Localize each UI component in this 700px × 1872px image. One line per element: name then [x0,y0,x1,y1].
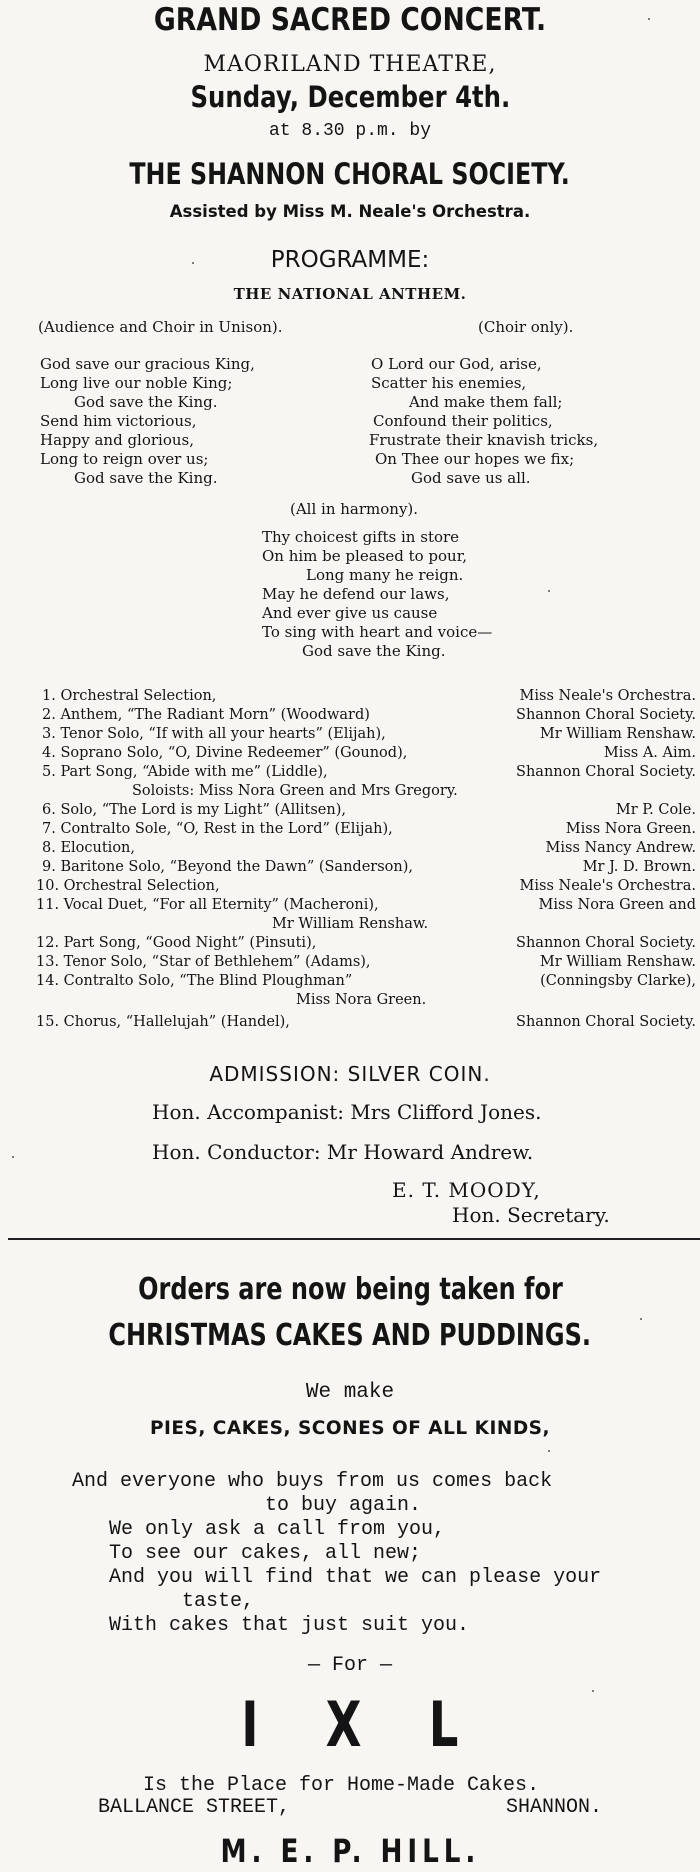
left-heading: (Audience and Choir in Unison). [38,318,283,336]
verse-line: With cakes that just suit you. [109,1614,470,1637]
verse-line: God save the King. [302,642,446,660]
harmony-verse [262,528,492,661]
bakery-town: SHANNON. [506,1796,603,1819]
programme-item-10: 10. Orchestral Selection, [36,878,220,894]
programme-performer-12: Shannon Choral Society. [516,935,696,951]
bakery-headline-1-wrap [0,1272,700,1307]
verse-line: God save us all. [411,469,531,487]
programme-item-13: 13. Tenor Solo, “Star of Bethlehem” (Adams), [36,954,371,970]
verse-line: On Thee our hopes we fix; [375,450,575,468]
programme-performer-14: (Conningsby Clarke), [540,973,696,989]
verse-line: Frustrate their knavish tricks, [369,431,599,449]
verse-line: To sing with heart and voice— [262,623,493,641]
verse-line: And make them fall; [409,393,563,411]
assisted-by: Assisted by Miss M. Neale's Orchestra. [169,202,531,221]
verse-line: And everyone who buys from us comes back [72,1470,553,1493]
programme-performer-7: Miss Nora Green. [565,821,696,837]
programme-duet-partner: Mr William Renshaw. [272,916,429,932]
programme-performer-11: Miss Nora Green and [538,897,696,913]
programme-item-7: 7. Contralto Sole, “O, Rest in the Lord” (Elijah), [42,821,393,837]
brand-name: I X L [241,1688,485,1761]
programme-item-9: 9. Baritone Solo, “Beyond the Dawn” (Sanderson), [42,859,413,875]
bakery-headline-1: Orders are now being taken for [137,1272,563,1307]
programme-performer-4: Miss A. Aim. [603,745,696,761]
concert-time: at 8.30 p.m. by [268,121,432,141]
bakery-headline-2-wrap [0,1318,700,1353]
brand-wrap [0,1688,700,1761]
verse-line: And you will find that we can please your [109,1566,602,1589]
programme-performer-8: Miss Nancy Andrew. [545,840,696,856]
programme-item-3: 3. Tenor Solo, “If with all your hearts” (Elijah), [42,726,386,742]
print-speck [640,1318,642,1320]
verse-line: God save the King. [74,469,218,487]
venue: MAORILAND THEATRE, [203,52,497,77]
programme-item-5: 5. Part Song, “Abide with me” (Liddle), [42,764,328,780]
print-speck [12,1156,14,1158]
programme-item-1: 1. Orchestral Selection, [42,688,217,704]
secretary-title: Hon. Secretary. [452,1203,610,1227]
accompanist: Hon. Accompanist: Mrs Clifford Jones. [152,1100,542,1124]
programme-item-4: 4. Soprano Solo, “O, Divine Redeemer” (Gounod), [42,745,408,761]
programme-item-8: 8. Elocution, [42,840,135,856]
society-name: THE SHANNON CHORAL SOCIETY. [129,157,571,191]
right-heading: (Choir only). [478,318,574,336]
programme-soloists: Soloists: Miss Nora Green and Mrs Gregory. [132,783,458,799]
harmony-heading: (All in harmony). [290,500,419,518]
verse-line: Long live our noble King; [40,374,233,392]
bakery-products: PIES, CAKES, SCONES OF ALL KINDS, [149,1418,551,1439]
programme-performer-10: Miss Neale's Orchestra. [519,878,696,894]
date-wrap [0,80,700,114]
verse-line: Thy choicest gifts in store [262,528,460,546]
verse-line: To see our cakes, all new; [109,1542,422,1565]
verse-line: taste, [182,1590,255,1613]
admission: ADMISSION: SILVER COIN. [209,1062,491,1086]
programme-performer-9: Mr J. D. Brown. [582,859,696,875]
programme-item-12: 12. Part Song, “Good Night” (Pinsuti), [36,935,317,951]
for-label: — For — [307,1654,392,1677]
secretary-name: E. T. MOODY, [392,1178,541,1202]
programme-performer-15: Shannon Choral Society. [516,1014,696,1030]
verse-line: God save our gracious King, [40,355,255,373]
bakery-verse [72,1470,601,1638]
verse-line: Send him victorious, [40,412,197,430]
programme-performer-6: Mr P. Cole. [615,802,696,818]
programme-item-14: 14. Contralto Solo, “The Blind Ploughman” [36,973,353,989]
print-speck [192,262,194,264]
verse-line: O Lord our God, arise, [371,355,542,373]
verse-line: Happy and glorious, [40,431,194,449]
programme-performer-13: Mr William Renshaw. [539,954,696,970]
proprietor: M. E. P. HILL. [220,1832,480,1870]
bakery-headline-2: CHRISTMAS CAKES AND PUDDINGS. [108,1318,592,1353]
print-speck [548,1450,550,1452]
verse-line: Long many he reign. [306,566,464,584]
verse-line: We only ask a call from you, [109,1518,446,1541]
we-make: We make [305,1381,395,1404]
verse-line: And ever give us cause [262,604,438,622]
verse-line: Scatter his enemies, [371,374,527,392]
verse-line: to buy again. [265,1494,422,1517]
verse-line: On him be pleased to pour, [262,547,467,565]
anthem-title: THE NATIONAL ANTHEM. [233,285,467,303]
programme-performer-3: Mr William Renshaw. [539,726,696,742]
print-speck [548,590,550,592]
programme-title: PROGRAMME: [270,247,430,273]
verse-line: Long to reign over us; [40,450,209,468]
programme-item-2: 2. Anthem, “The Radiant Morn” (Woodward) [42,707,370,723]
programme-performer-2: Shannon Choral Society. [516,707,696,723]
print-speck [592,1690,594,1692]
verse-line: God save the King. [74,393,218,411]
verse-line: Confound their politics, [373,412,553,430]
print-speck [648,18,650,20]
bakery-place: Is the Place for Home-Made Cakes. [143,1774,540,1797]
programme-contralto-soloist: Miss Nora Green. [296,992,427,1008]
conductor: Hon. Conductor: Mr Howard Andrew. [152,1140,534,1164]
concert-headline-wrap [0,2,700,38]
society-wrap [0,157,700,191]
programme-performer-1: Miss Neale's Orchestra. [519,688,696,704]
programme-item-11: 11. Vocal Duet, “For all Eternity” (Macheroni), [36,897,379,913]
proprietor-wrap [0,1832,700,1870]
bakery-street: BALLANCE STREET, [98,1796,291,1819]
concert-headline: GRAND SACRED CONCERT. [153,2,547,38]
programme-item-15: 15. Chorus, “Hallelujah” (Handel), [36,1014,290,1030]
anthem-left-verse [40,355,255,488]
column-divider [8,1238,700,1240]
programme-performer-5: Shannon Choral Society. [516,764,696,780]
concert-date: Sunday, December 4th. [190,80,510,114]
programme-item-6: 6. Solo, “The Lord is my Light” (Allitsen), [42,802,346,818]
verse-line: May he defend our laws, [262,585,450,603]
anthem-right-verse [365,355,598,488]
